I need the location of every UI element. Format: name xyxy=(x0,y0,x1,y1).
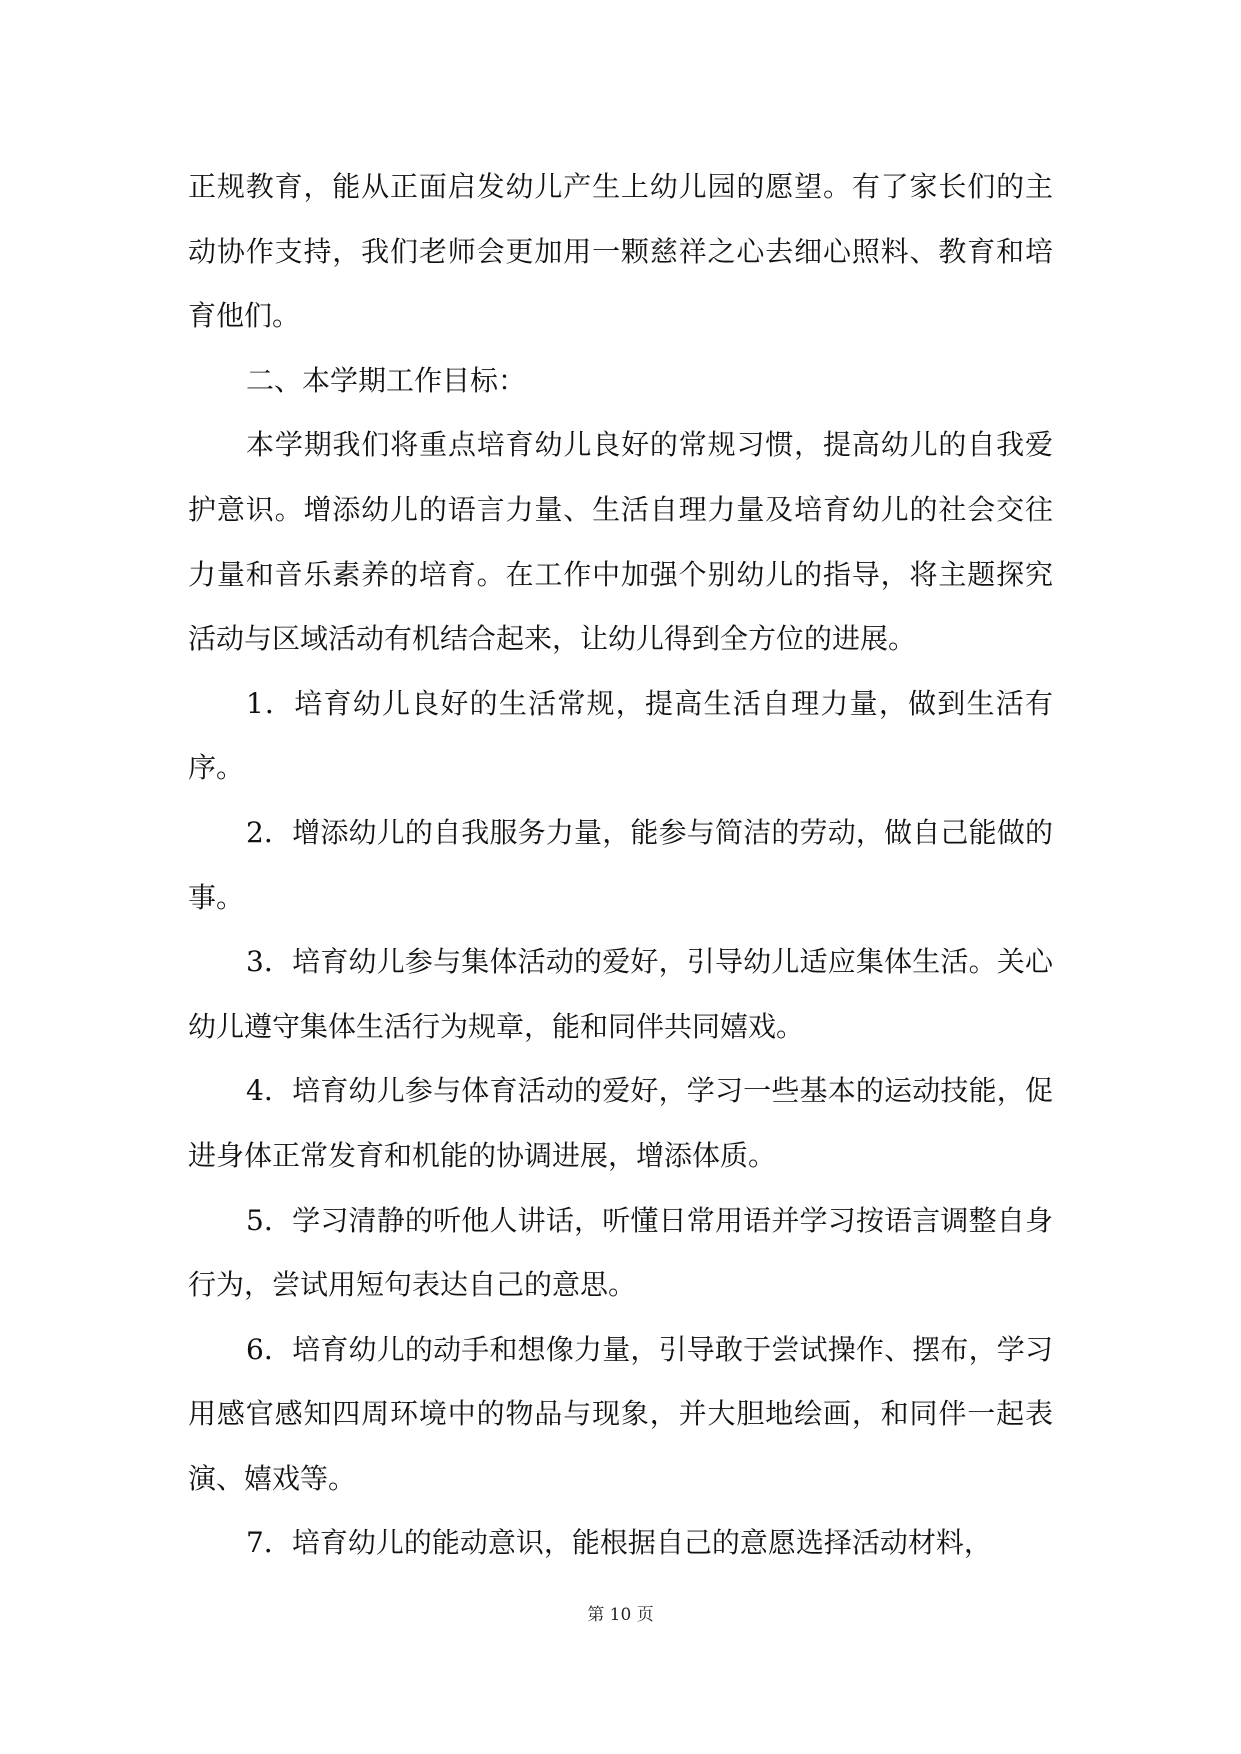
list-item: 6．培育幼儿的动手和想像力量，引导敢于尝试操作、摆布，学习用感官感知四周环境中的物品与现象，并大胆地绘画，和同伴一起表演、嬉戏等。 xyxy=(188,1332,1053,1495)
list-item: 5．学习清静的听他人讲话，听懂日常用语并学习按语言调整自身行为，尝试用短句表达自己的意思。 xyxy=(188,1203,1053,1302)
page-number: 第 10 页 xyxy=(587,1605,654,1625)
list-item: 7．培育幼儿的能动意识，能根据自己的意愿选择活动材料， xyxy=(246,1526,992,1560)
list-item: 1．培育幼儿良好的生活常规，提高生活自理力量，做到生活有序。 xyxy=(188,686,1053,785)
document-body xyxy=(188,155,1053,1576)
paragraph-continuation: 正规教育，能从正面启发幼儿产生上幼儿园的愿望。有了家长们的主动协作支持，我们老师会更加用一颗慈祥之心去细心照料、教育和培育他们。 xyxy=(188,170,1053,333)
section-heading: 二、本学期工作目标： xyxy=(246,363,527,397)
paragraph-intro: 本学期我们将重点培育幼儿良好的常规习惯，提高幼儿的自我爱护意识。增添幼儿的语言力量、生活自理力量及培育幼儿的社会交往力量和音乐素养的培育。在工作中加强个别幼儿的指导，将主题探究活动与区域活动有机结合起来，让幼儿得到全方位的进展。 xyxy=(188,428,1053,656)
list-item: 3．培育幼儿参与集体活动的爱好，引导幼儿适应集体生活。关心幼儿遵守集体生活行为规章，能和同伴共同嬉戏。 xyxy=(188,945,1053,1043)
list-item: 4．培育幼儿参与体育活动的爱好，学习一些基本的运动技能，促进身体正常发育和机能的协调进展，增添体质。 xyxy=(188,1074,1053,1172)
list-item: 2．增添幼儿的自我服务力量，能参与简洁的劳动，做自己能做的事。 xyxy=(188,815,1053,914)
